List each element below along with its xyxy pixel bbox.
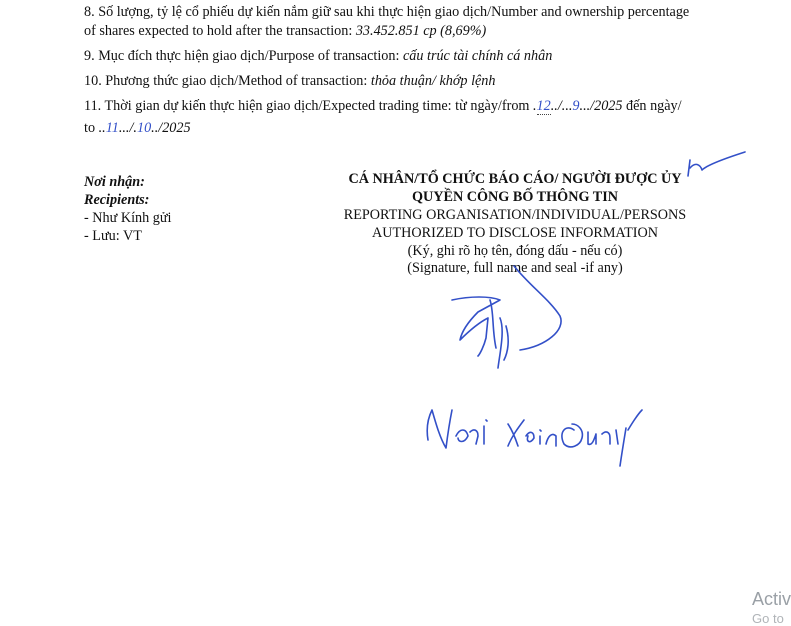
activate-windows-subtext: Go to: [752, 611, 784, 626]
recipients-title-en: Recipients:: [84, 192, 150, 208]
to-day-handwritten: 11: [105, 120, 119, 136]
to-connector: đến ngày/: [622, 98, 682, 114]
item-10-label: 10. Phương thức giao dịch/Method of transaction:: [84, 73, 371, 89]
from-day-handwritten: 12: [536, 98, 551, 114]
sign-note-vi: (Ký, ghi rõ họ tên, đóng dấu - nếu có): [407, 243, 623, 259]
activate-windows-watermark: Activ: [752, 589, 791, 609]
item-9-label: 9. Mục đích thực hiện giao dịch/Purpose of transaction:: [84, 48, 403, 64]
to-month-handwritten: 10: [136, 120, 152, 136]
initials-mark-icon: [688, 152, 745, 176]
date-separator: /: [557, 98, 562, 114]
reporter-title-line-2: QUYỀN CÔNG BỐ THÔNG TIN: [411, 189, 619, 205]
dots: ...: [118, 120, 130, 136]
item-8-value: 33.452.851 cp (8,69%): [355, 23, 487, 39]
item-8-line-1: 8. Số lượng, tỷ lệ cổ phiếu dự kiến nắm giữ sau khi thực hiện giao dịch/Number and ownership percentage: [84, 4, 690, 20]
dots: .: [533, 98, 537, 114]
recipient-item: - Như Kính gửi: [84, 210, 172, 226]
sign-note-en: (Signature, full name and seal -if any): [407, 260, 623, 276]
item-9-value: cấu trúc tài chính cá nhân: [402, 48, 553, 64]
dots: ...: [561, 98, 573, 114]
reporter-en-line-1: REPORTING ORGANISATION/INDIVIDUAL/PERSONS: [343, 207, 687, 223]
from-month-handwritten: 9: [572, 98, 580, 114]
dots: .: [133, 120, 137, 136]
date-separator: /: [129, 120, 134, 136]
from-year: /2025: [590, 98, 623, 114]
dots: ..: [151, 120, 159, 136]
recipients-title-vi: Nơi nhận:: [84, 174, 145, 190]
to-label: to: [84, 120, 99, 136]
reporter-title-line-1: CÁ NHÂN/TỔ CHỨC BÁO CÁO/ NGƯỜI ĐƯỢC ỦY: [348, 171, 682, 187]
to-year: /2025: [158, 120, 191, 136]
dots: ...: [579, 98, 591, 114]
reporter-en-line-2: AUTHORIZED TO DISCLOSE INFORMATION: [372, 225, 658, 241]
item-10-value: thỏa thuận/ khớp lệnh: [370, 73, 496, 89]
signatory-name-stroke-icon: [427, 410, 642, 466]
item-11-label: 11. Thời gian dự kiến thực hiện giao dịch/Expected trading time: từ ngày/from: [84, 98, 533, 114]
dots: ..: [550, 98, 558, 114]
signature-stroke-icon: [452, 266, 561, 368]
item-8-label: of shares expected to hold after the transaction:: [84, 23, 356, 39]
dots: ..: [98, 120, 106, 136]
recipient-item: - Lưu: VT: [84, 228, 142, 244]
